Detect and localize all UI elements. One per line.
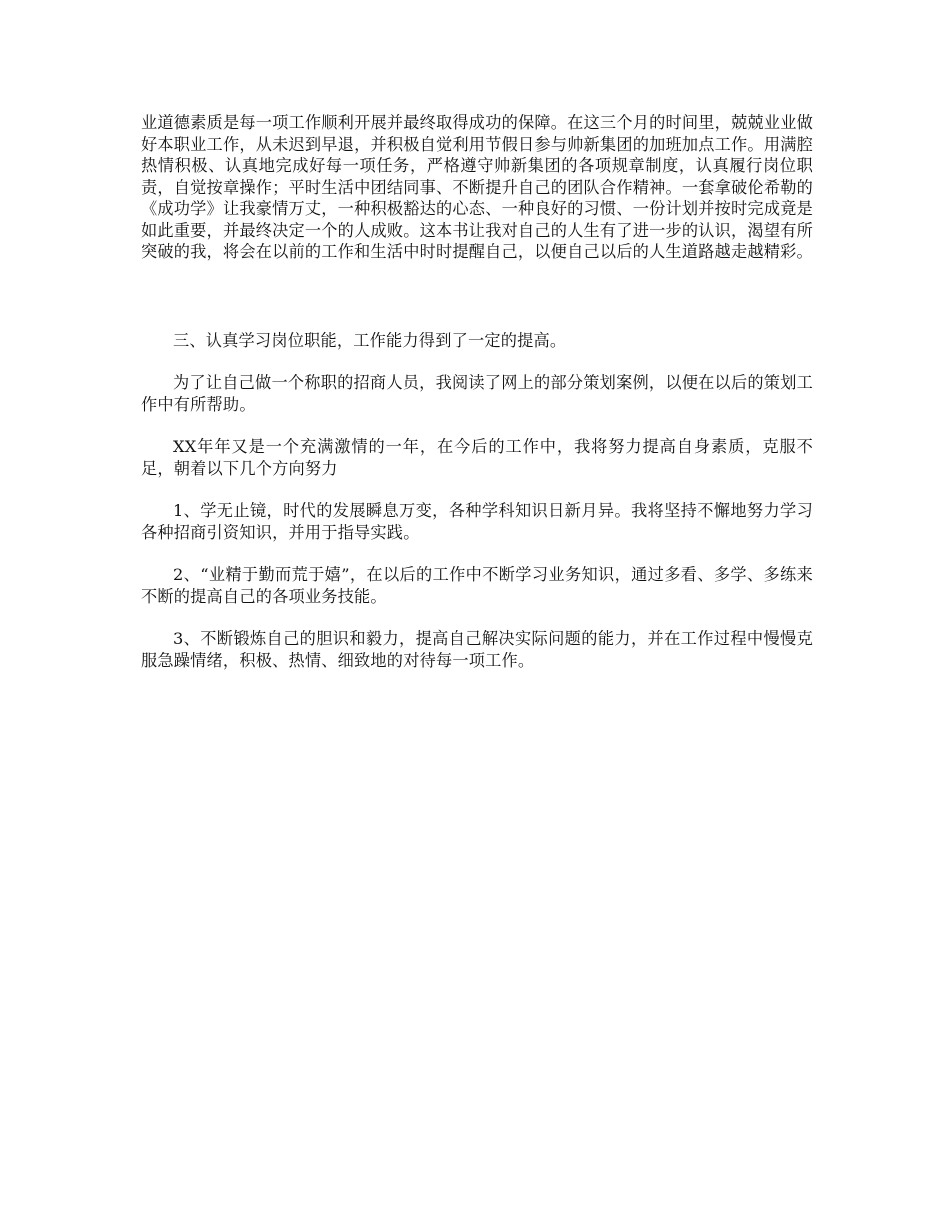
- paragraph-work-ethic: 业道德素质是每一项工作顺利开展并最终取得成功的保障。在这三个月的时间里，兢兢业业做好本职业工作，从未迟到早退，并积极自觉利用节假日参与帅新集团的加班加点工作。用满腔热情积极、认真地完成好每一项任务，严格遵守帅新集团的各项规章制度，认真履行岗位职责，自觉按章操作；平时生活中团结同事、不断提升自己的团队合作精神。一套拿破伦希勒的《成功学》让我豪情万丈，一种积极豁达的心态、一种良好的习惯、一份计划并按时完成竟是如此重要，并最终决定一个的人成败。这本书让我对自己的人生有了进一步的认识，渴望有所突破的我，将会在以前的工作和生活中时时提醒自己，以便自己以后的人生道路越走越精彩。: [141, 113, 813, 261]
- document-page: [141, 112, 813, 671]
- section-heading-three: 三、认真学习岗位职能，工作能力得到了一定的提高。: [173, 330, 567, 350]
- list-item-1: 1、学无止镜，时代的发展瞬息万变，各种学科知识日新月异。我将坚持不懈地努力学习各种招商引资知识，并用于指导实践。: [141, 501, 813, 542]
- list-item-2: 2、“业精于勤而荒于嬉”，在以后的工作中不断学习业务知识，通过多看、多学、多练来不断的提高自己的各项业务技能。: [141, 565, 813, 606]
- list-item-3: 3、不断锻炼自己的胆识和毅力，提高自己解决实际问题的能力，并在工作过程中慢慢克服急躁情绪，积极、热情、细致地的对待每一项工作。: [141, 629, 813, 670]
- paragraph-study-cases: 为了让自己做一个称职的招商人员，我阅读了网上的部分策划案例，以便在以后的策划工作中有所帮助。: [141, 373, 813, 414]
- paragraph-next-year: XX年年又是一个充满激情的一年，在今后的工作中，我将努力提高自身素质，克服不足，朝着以下几个方向努力: [141, 437, 813, 478]
